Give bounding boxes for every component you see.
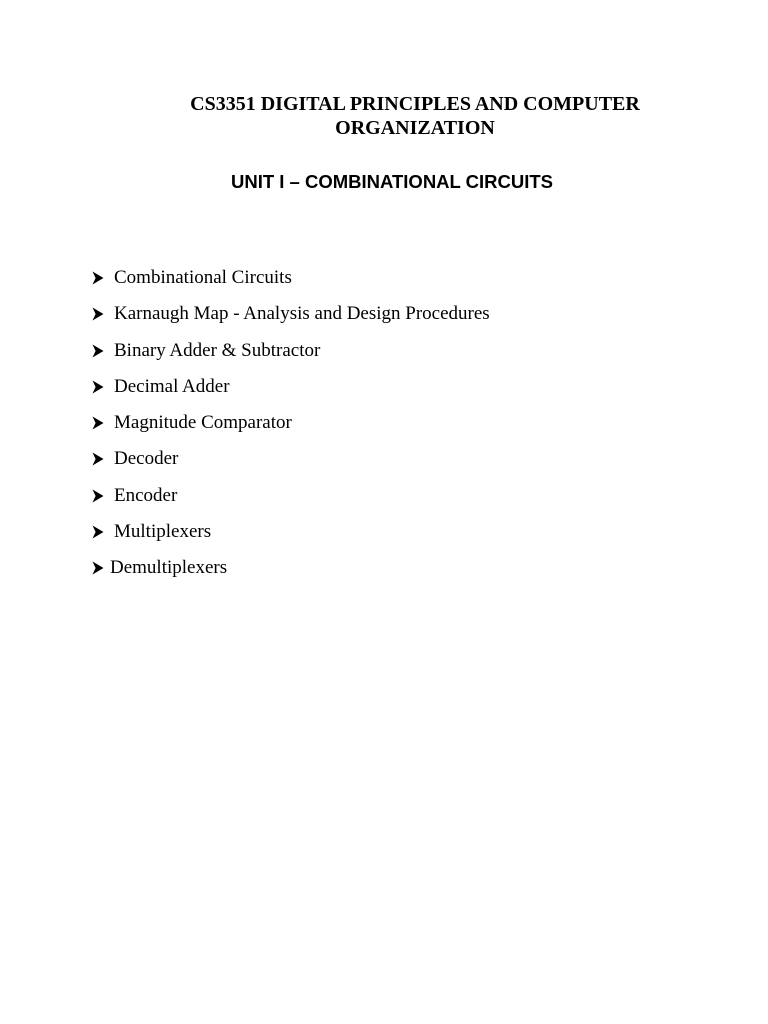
topic-label: Encoder xyxy=(114,484,178,506)
topic-label: Decimal Adder xyxy=(114,375,230,397)
arrow-bullet-icon xyxy=(92,373,104,401)
unit-heading: UNIT I – COMBINATIONAL CIRCUITS xyxy=(230,171,554,192)
arrow-bullet-icon xyxy=(92,445,104,473)
arrow-bullet-icon xyxy=(92,300,104,328)
document-title-line-2: ORGANIZATION xyxy=(335,117,495,139)
topic-label: Karnaugh Map - Analysis and Design Procedures xyxy=(114,303,490,325)
topic-item xyxy=(92,409,490,445)
topic-item xyxy=(92,373,490,409)
arrow-bullet-icon xyxy=(92,482,104,510)
arrow-bullet-icon xyxy=(92,554,104,582)
topic-item xyxy=(92,445,490,481)
document-title-line-1: CS3351 DIGITAL PRINCIPLES AND COMPUTER xyxy=(190,93,640,115)
topic-label: Binary Adder & Subtractor xyxy=(114,339,321,361)
arrow-bullet-icon xyxy=(92,518,104,546)
topic-item xyxy=(92,554,490,590)
topic-list xyxy=(92,264,490,591)
arrow-bullet-icon xyxy=(92,409,104,437)
topic-item xyxy=(92,337,490,373)
document-title xyxy=(160,92,670,140)
topic-item xyxy=(92,518,490,554)
arrow-bullet-icon xyxy=(92,337,104,365)
topic-label: Multiplexers xyxy=(114,521,212,543)
topic-label: Demultiplexers xyxy=(110,557,228,579)
topic-item xyxy=(92,482,490,518)
topic-item xyxy=(92,300,490,336)
topic-label: Magnitude Comparator xyxy=(114,412,292,434)
topic-label: Combinational Circuits xyxy=(114,267,292,288)
topic-item xyxy=(92,264,490,300)
topic-label: Decoder xyxy=(114,448,179,470)
arrow-bullet-icon xyxy=(92,264,104,292)
